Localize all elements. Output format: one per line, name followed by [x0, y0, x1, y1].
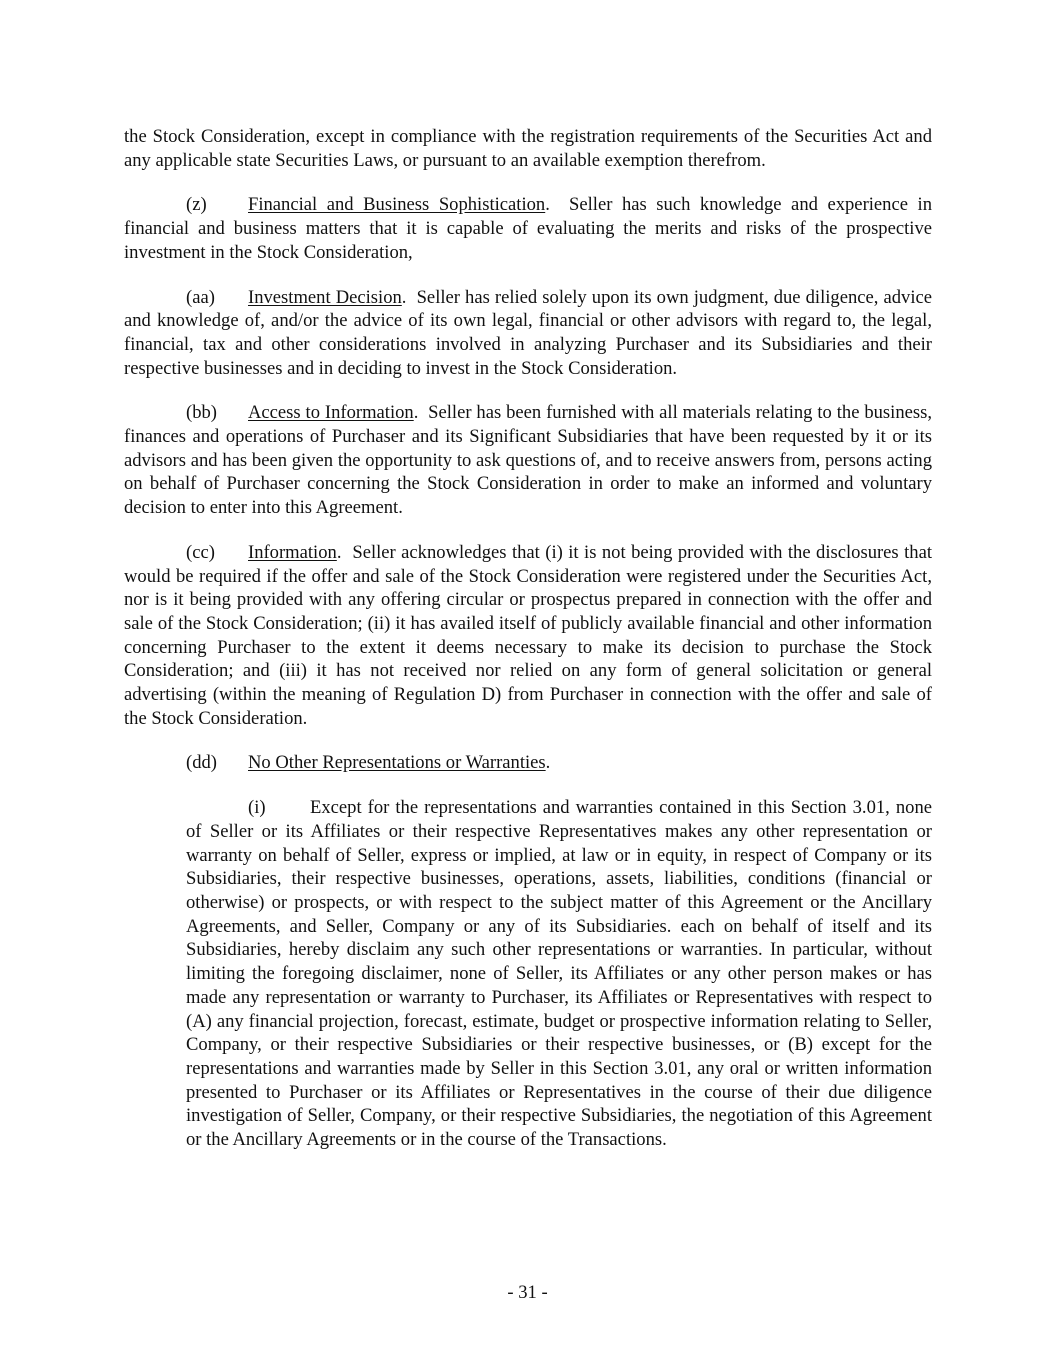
section-z: [124, 193, 932, 264]
page-number: - 31 -: [507, 1282, 548, 1303]
section-body: Seller has been furnished with all materials relating to the business, finances and operations of Purchaser and its Significant Subsidiaries that have been requested by it or its advisors and has been given the opportunity to ask questions of, and to receive answers from, persons acting on behalf of Purchaser concerning the Stock Consideration in order to make an informed and voluntary decision to enter into this Agreement.: [124, 402, 933, 519]
section-label: (aa): [186, 286, 215, 308]
section-heading: Information: [248, 541, 337, 563]
section-body: Seller has relied solely upon its own judgment, due diligence, advice and knowledge of, and/or the advice of its own legal, financial or other advisors with regard to, the legal, financial, tax and other considerations involved in analyzing Purchaser and its Subsidiaries and their respective businesses and in deciding to invest in the Stock Consideration.: [124, 286, 933, 379]
continuation-paragraph: the Stock Consideration, except in compliance with the registration requirements of the Securities Act and any applicable state Securities Laws, or pursuant to an available exemption therefrom.: [124, 126, 932, 171]
section-heading: Investment Decision: [248, 286, 402, 308]
section-label: (bb): [186, 402, 217, 424]
heading-period: .: [413, 402, 419, 424]
section-label: (z): [186, 194, 207, 216]
heading-period: .: [336, 541, 342, 563]
document-page: [124, 125, 932, 1152]
section-heading: No Other Representations or Warranties: [248, 752, 546, 774]
heading-period: .: [545, 752, 551, 774]
section-cc: [124, 541, 932, 731]
section-aa: [124, 286, 932, 381]
section-label: (dd): [186, 752, 217, 774]
subsection-i: [186, 796, 932, 1152]
section-body: Seller acknowledges that (i) it is not being provided with the disclosures that would be required if the offer and sale of the Stock Consideration were registered under the Securities Act, nor is it being provided with any offering circular or prospectus prepared in connection with the offer and sale of the Stock Consideration; (ii) it has availed itself of publicly available financial and other information concerning Purchaser to the extent it deems necessary to make its decision to purchase the Stock Consideration; and (iii) it has not received nor relied on any form of general solicitation or general advertising (within the meaning of Regulation D) from Purchaser in connection with the offer and sale of the Stock Consideration.: [124, 541, 932, 729]
subsection-label: (i): [248, 797, 266, 819]
heading-period: .: [545, 194, 550, 216]
section-bb: [124, 401, 932, 520]
section-dd: [124, 751, 932, 775]
section-heading: Access to Information: [248, 402, 414, 424]
heading-period: .: [401, 286, 407, 308]
section-body: Seller has such knowledge and experience in financial and business matters that it is capable of evaluating the merits and risks of the prospective investment in the Stock Consideration,: [124, 194, 932, 263]
section-label: (cc): [186, 541, 215, 563]
section-heading: Financial and Business Sophistication: [248, 194, 546, 216]
subsection-body: Except for the representations and warranties contained in this Section 3.01, none of Seller or its Affiliates or their respective Representatives makes any other representation or warranty on behalf of Seller, express or implied, at law or in equity, in respect of Company or its Subsidiaries, their respective businesses, operations, assets, liabilities, conditions (financial or otherwise) or prospects, or with respect to the subject matter of this Agreement or the Ancillary Agreements, and Seller, Company or any of its Subsidiaries. each on behalf of itself and its Subsidiaries, hereby disclaim any such other representations or warranties. In particular, without limiting the foregoing disclaimer, none of Seller, its Affiliates or any other person makes or has made any representation or warranty to Purchaser, its Affiliates or Representatives with respect to (A) any financial projection, forecast, estimate, budget or prospective information relating to Seller, Company, or their respective Subsidiaries or their respective businesses, or (B) except for the representations and warranties made by Seller in this Section 3.01, any oral or written information presented to Purchaser or its Affiliates or Representatives in the course of their due diligence investigation of Seller, Company, or their respective Subsidiaries, the negotiation of this Agreement or the Ancillary Agreements or in the course of the Transactions.: [186, 797, 932, 1151]
